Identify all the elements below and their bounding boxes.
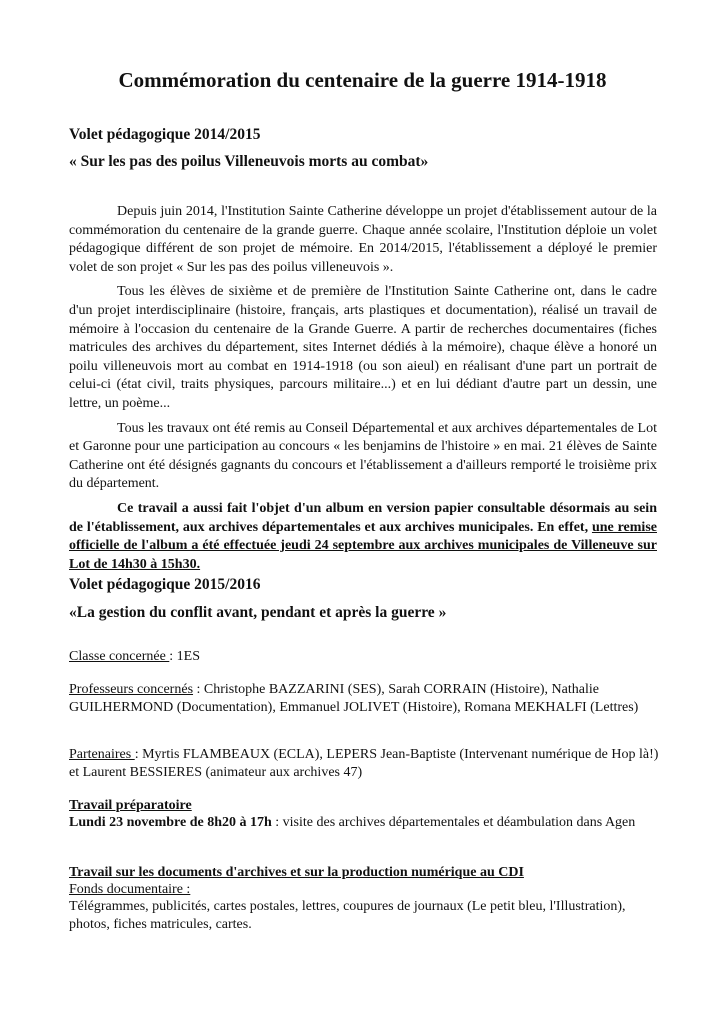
fonds-documentaire-label: Fonds documentaire : xyxy=(69,882,191,897)
section1-heading: Volet pédagogique 2014/2015 xyxy=(69,126,261,143)
section2-heading: Volet pédagogique 2015/2016 xyxy=(69,576,261,593)
paragraph: Tous les travaux ont été remis au Conseil Départemental et aux archives départementales de Lot et Garonne pour une participation au concours « les benjamins de l'histoire » en mai. 21 élèves de Sainte Catherine ont été désignés gagnants du concours et l'établissement a d'ailleurs remporté le troisième prix du département. xyxy=(69,420,657,492)
section1-subheading: « Sur les pas des poilus Villeneuvois morts au combat» xyxy=(69,153,429,170)
album-text: Ce travail a aussi fait l'objet d'un album en version papier consultable désormais au sein de l'établissement, aux archives départementales et aux archives municipales. En effet, xyxy=(69,500,657,535)
section1-body xyxy=(69,203,657,574)
fonds-documentaire-text: Télégrammes, publicités, cartes postales, lettres, coupures de journaux (Le petit bleu, l'Illustration), photos, fiches matricules, cartes. xyxy=(69,899,626,932)
classe-line xyxy=(69,648,659,666)
partenaires-line xyxy=(69,746,659,782)
classe-label: Classe concernée xyxy=(69,649,170,664)
travail-documents-heading: Travail sur les documents d'archives et sur la production numérique au CDI xyxy=(69,865,524,880)
travail-preparatoire-heading: Travail préparatoire xyxy=(69,798,192,813)
partenaires-label: Partenaires xyxy=(69,747,135,762)
classe-value: : 1ES xyxy=(169,649,201,664)
professeurs-line xyxy=(69,681,659,717)
travail-preparatoire-line xyxy=(69,814,659,832)
document-title: Commémoration du centenaire de la guerre 1914-1918 xyxy=(118,68,607,92)
paragraph: Tous les élèves de sixième et de première de l'Institution Sainte Catherine ont, dans le cadre d'un projet interdisciplinaire (histoire, français, arts plastiques et documentation), réalisé un travail de mémoire à l'occasion du centenaire de la Grande Guerre. A partir de recherches documentaires (fiches matricules des archives du département, sites Internet dédiés à la mémoire), chaque élève a honoré un poilu villeneuvois mort au combat en 1914-1918 (ou son aieul) en réalisant d'une part un portrait de celui-ci (état civil, traits physiques, parcours militaire...) et en lui dédiant d'autre part un dessin, une lettre, un poème... xyxy=(69,284,657,411)
travail-preparatoire-text: : visite des archives départementales et déambulation dans Agen xyxy=(271,815,636,830)
travail-preparatoire-date: Lundi 23 novembre de 8h20 à 17h xyxy=(69,815,272,830)
album-paragraph xyxy=(69,500,657,574)
professeurs-label: Professeurs concernés xyxy=(69,682,194,697)
professeurs-value: : Christophe BAZZARINI (SES), Sarah CORRAIN (Histoire), Nathalie GUILHERMOND (Documentation), Emmanuel JOLIVET (Histoire), Romana MEKHALFI (Lettres) xyxy=(69,682,639,715)
section2-subheading: «La gestion du conflit avant, pendant et après la guerre » xyxy=(69,604,447,621)
album-remise-text: une remise officielle de l'album a été effectuée jeudi 24 septembre aux archives municipales de Villeneuve sur Lot de 14h30 à 15h30. xyxy=(69,519,657,572)
paragraph: Depuis juin 2014, l'Institution Sainte Catherine développe un projet d'établissement autour de la commémoration du centenaire de la grande guerre. Chaque année scolaire, l'Institution déploie un volet pédagogique différent de son projet de mémoire. En 2014/2015, l'établissement a déployé le premier volet de son projet « Sur les pas des poilus villeneuvois ». xyxy=(69,204,657,275)
partenaires-value: : Myrtis FLAMBEAUX (ECLA), LEPERS Jean-Baptiste (Intervenant numérique de Hop là!) et Laurent BESSIERES (animateur aux archives 47) xyxy=(69,747,659,780)
